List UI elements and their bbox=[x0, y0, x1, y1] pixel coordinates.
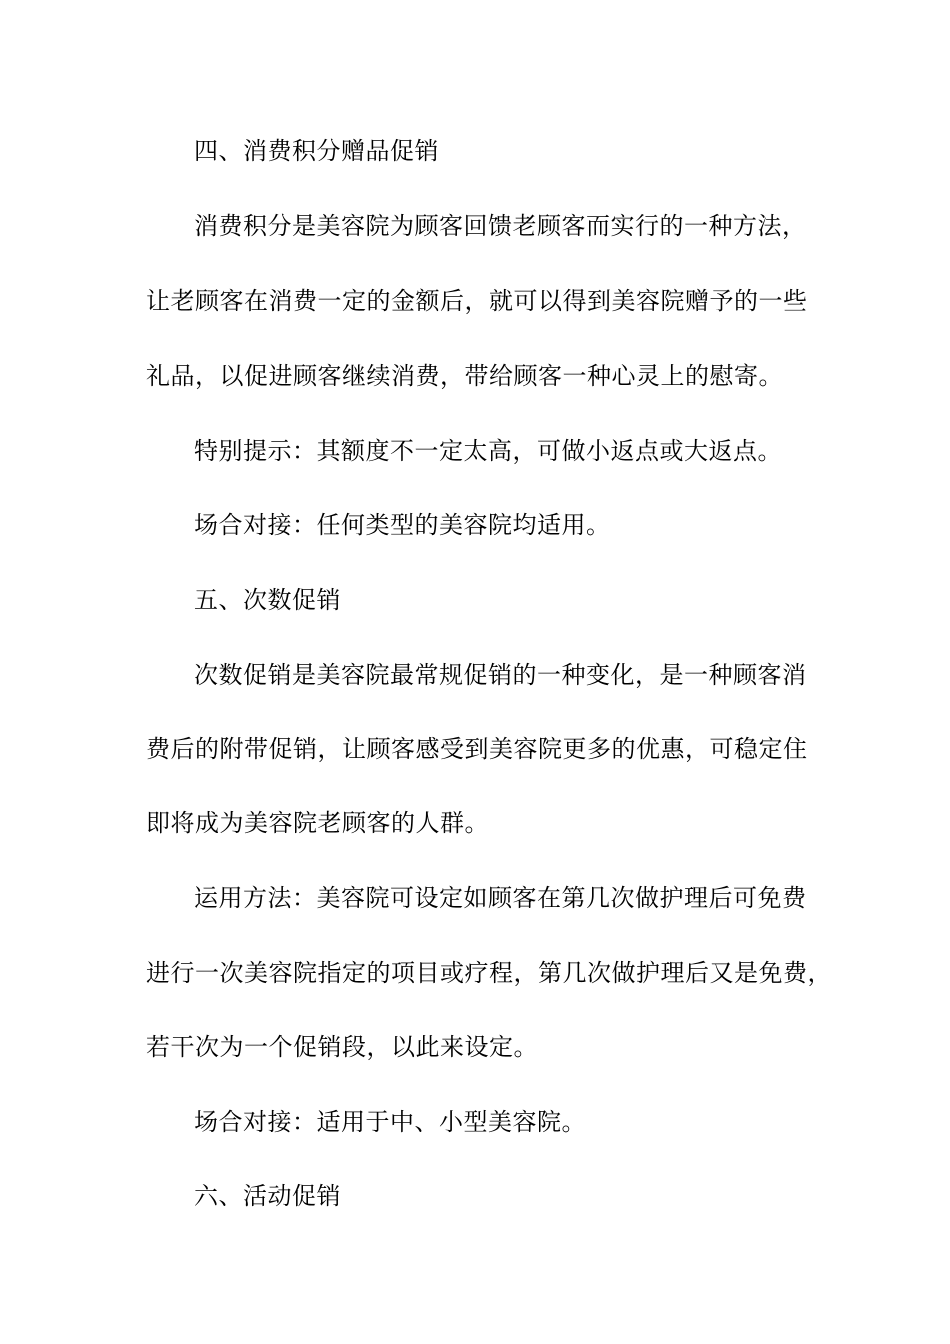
paragraph-line: 即将成为美容院老顾客的人群。 bbox=[146, 809, 489, 837]
paragraph-line: 礼品，以促进顾客继续消费，带给顾客一种心灵上的慰寄。 bbox=[146, 362, 783, 390]
paragraph-line: 进行一次美容院指定的项目或疗程，第几次做护理后又是免费， bbox=[146, 959, 832, 987]
paragraph-line: 费后的附带促销，让顾客感受到美容院更多的优惠，可稳定住 bbox=[146, 735, 808, 763]
paragraph-line: 若干次为一个促销段，以此来设定。 bbox=[146, 1033, 538, 1061]
paragraph-line: 次数促销是美容院最常规促销的一种变化，是一种顾客消 bbox=[194, 661, 807, 689]
section-heading-4: 四、消费积分赠品促销 bbox=[194, 137, 439, 165]
section-heading-6: 六、活动促销 bbox=[194, 1182, 341, 1210]
paragraph-line: 让老顾客在消费一定的金额后，就可以得到美容院赠予的一些 bbox=[146, 287, 808, 315]
paragraph-line: 场合对接：适用于中、小型美容院。 bbox=[194, 1108, 586, 1136]
paragraph-line: 特别提示：其额度不一定太高，可做小返点或大返点。 bbox=[194, 437, 782, 465]
paragraph-line: 运用方法：美容院可设定如顾客在第几次做护理后可免费 bbox=[194, 884, 807, 912]
paragraph-line: 消费积分是美容院为顾客回馈老顾客而实行的一种方法， bbox=[194, 212, 807, 240]
paragraph-line: 场合对接：任何类型的美容院均适用。 bbox=[194, 511, 611, 539]
section-heading-5: 五、次数促销 bbox=[194, 586, 341, 614]
